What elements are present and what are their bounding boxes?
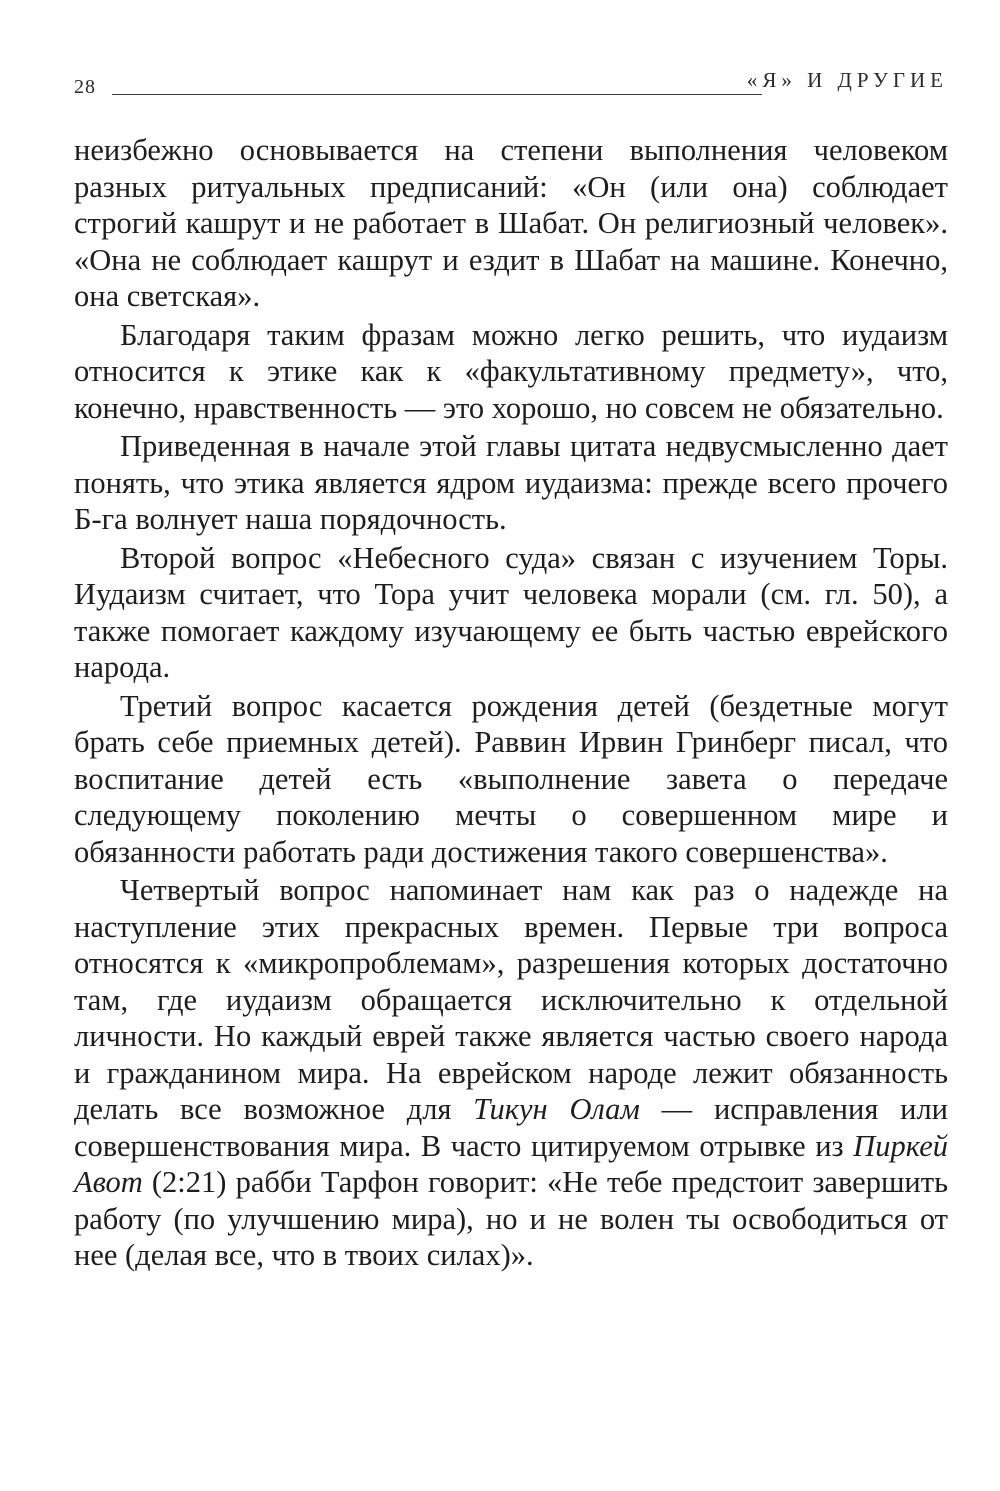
paragraph-1: неизбежно основывается на степени выполнения человеком разных ритуальных предписаний: «Он (или она) соблюдает строгий кашрут и не работает в Шабат. Он религиозный человек». «Она не соблюдает кашрут и ездит в Шабат на машине. Конечно, она светская».	[74, 133, 948, 313]
paragraph-6-text-c: (2:21) рабби Тарфон говорит: «Не тебе предстоит завершить работу (по улучшению мира), но и не волен ты освободиться от нее (делая все, что в твоих силах)».	[74, 1165, 948, 1272]
paragraph-3: Приведенная в начале этой главы цитата недвусмысленно дает понять, что этика является ядром иудаизма: прежде всего прочего Б-га волнует наша порядочность.	[74, 429, 948, 536]
running-title: «Я» И ДРУГИЕ	[746, 68, 948, 92]
page-number: 28	[74, 76, 96, 98]
page-header	[74, 68, 950, 98]
body-text	[74, 132, 948, 1276]
paragraph-2: Благодаря таким фразам можно легко решить, что иудаизм относится к этике как к «факультативному предмету», что, конечно, нравственность — это хорошо, но совсем не обязательно.	[74, 317, 948, 425]
book-title-pirkei-avot: Пиркей Авот	[74, 1128, 948, 1199]
paragraph-6	[74, 872, 948, 1274]
paragraph-4: Второй вопрос «Небесного суда» связан с изучением Торы. Иудаизм считает, что Тора учит человека морали (см. гл. 50), а также помогает каждому изучающему ее быть частью еврейского народа.	[74, 540, 948, 684]
paragraph-6-text-a: Четвертый вопрос напоминает нам как раз о надежде на наступление этих прекрасных времен. Первые три вопроса относятся к «микропроблемам», разрешения которых достаточно там, где иудаизм обращается исключительно к отдельной личности. Но каждый еврей также является частью своего народа и гражданином мира. На еврейском народе лежит обязанность делать все возможное для	[74, 873, 948, 1126]
header-rule	[112, 94, 762, 95]
paragraph-5: Третий вопрос касается рождения детей (бездетные могут брать себе приемных детей). Раввин Ирвин Гринберг писал, что воспитание детей есть «выполнение завета о передаче следующему поколению мечты о совершенном мире и обязанности работать ради достижения такого совершенства».	[74, 688, 948, 869]
paragraph-6-text-b: — исправления или совершенствования мира. В часто цитируемом отрывке из	[74, 1092, 948, 1163]
term-tikun-olam: Тикун Олам	[473, 1092, 640, 1126]
